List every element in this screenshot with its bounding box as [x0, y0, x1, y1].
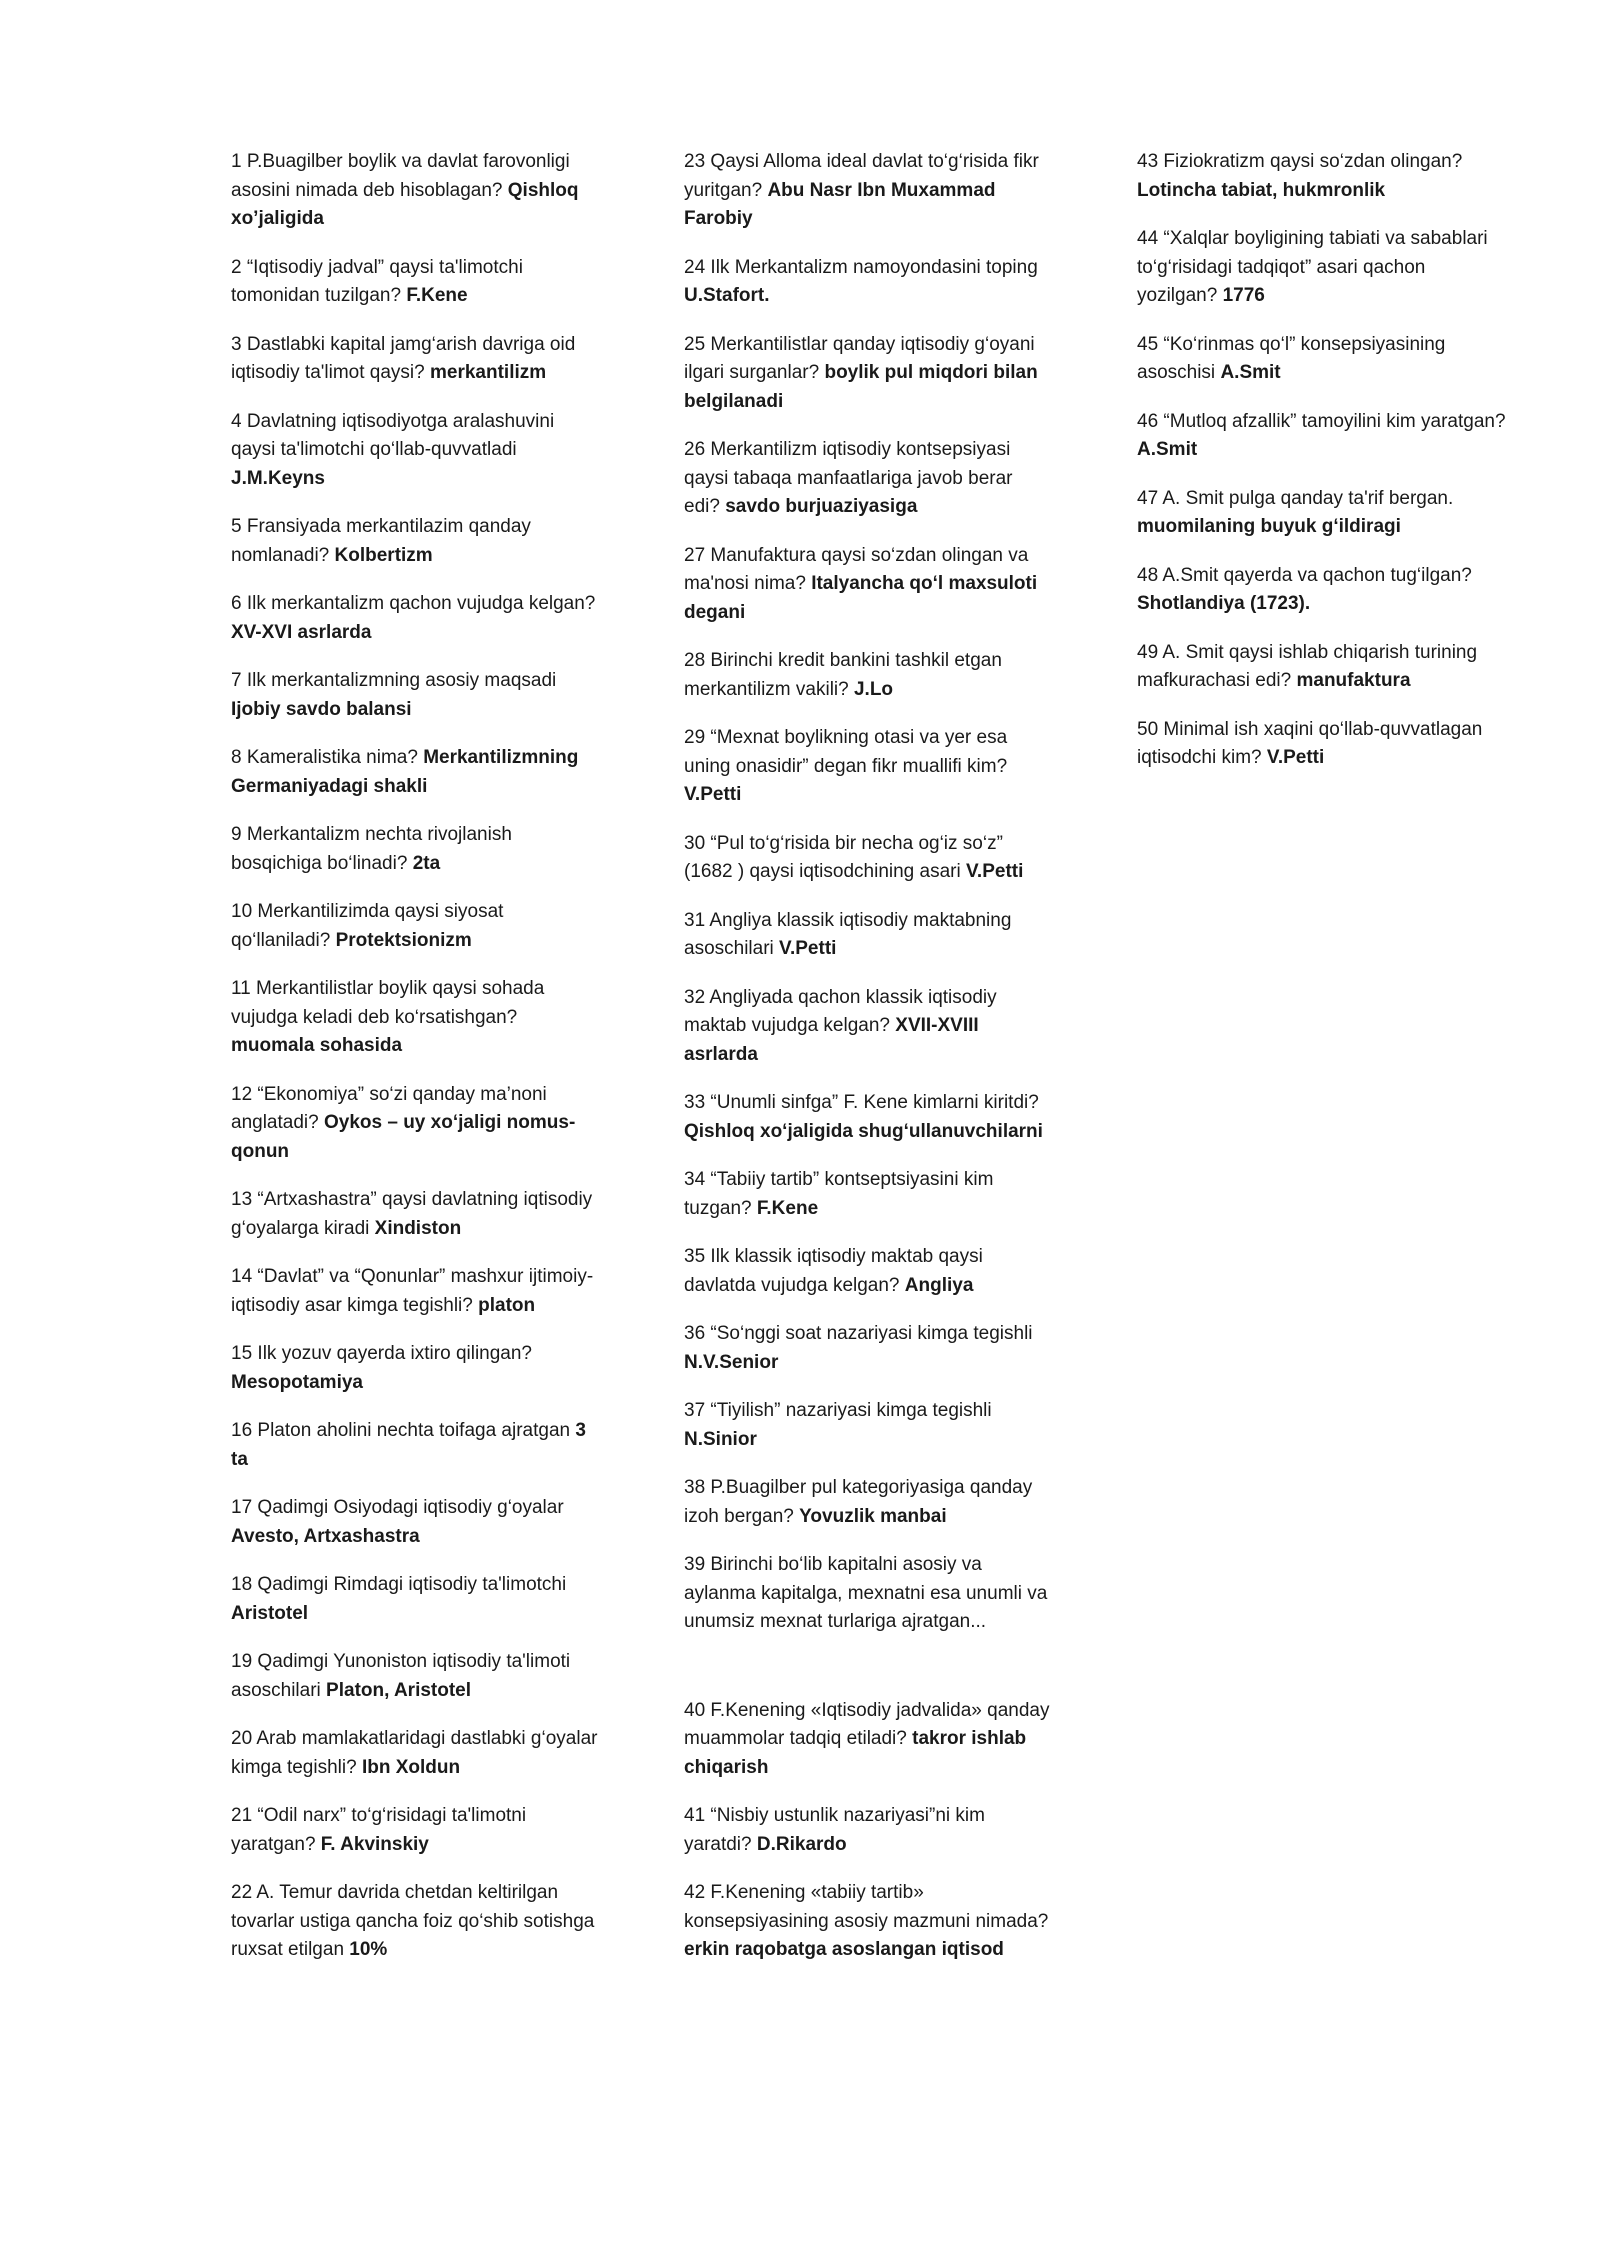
question-item — [684, 1320, 1052, 1377]
answer-text: J.M.Keyns — [231, 467, 325, 489]
question-text: 49 A. Smit qaysi ishlab chiqarish turining mafkurachasi edi? — [1137, 641, 1478, 691]
answer-text: F. Akvinskiy — [320, 1833, 429, 1855]
question-text: 7 Ilk merkantalizmning asosiy maqsadi — [231, 670, 557, 691]
question-item — [684, 1474, 1052, 1531]
answer-text: J.Lo — [853, 678, 894, 700]
question-item — [231, 1879, 599, 1965]
question-text: 41 “Nisbiy ustunlik nazariyasi”ni kim yaratdi? — [684, 1805, 985, 1855]
answer-text: merkantilizm — [430, 362, 547, 383]
answer-text: 1776 — [1222, 285, 1265, 306]
question-text: 5 Fransiyada merkantilazim qanday nomlanadi? — [231, 516, 531, 566]
answer-text: Platon, Aristotel — [326, 1679, 472, 1701]
question-item — [1137, 562, 1509, 619]
answer-text: Shotlandiya (1723). — [1137, 593, 1311, 614]
answer-text: V.Petti — [966, 861, 1024, 882]
question-text: 45 “Ko‘rinmas qo‘l” konsepsiyasining asoschisi — [1137, 333, 1446, 383]
question-item — [684, 984, 1052, 1070]
question-item — [684, 1166, 1052, 1223]
question-item — [684, 542, 1052, 628]
answer-text: N.V.Senior — [684, 1351, 779, 1373]
question-text: 13 “Artxashastra” qaysi davlatning iqtisodiy g‘oyalarga kiradi — [231, 1189, 593, 1239]
question-item — [684, 148, 1052, 234]
question-text: 47 A. Smit pulga qanday ta'rif bergan. — [1137, 487, 1454, 509]
answer-text: Abu Nasr Ibn Muxammad Farobiy — [684, 179, 996, 229]
question-text: 48 A.Smit qayerda va qachon tug‘ilgan? — [1137, 564, 1472, 586]
question-item — [231, 408, 599, 494]
question-text: 24 Ilk Merkantalizm namoyondasini toping — [684, 256, 1038, 278]
answer-text: U.Stafort. — [684, 285, 770, 306]
question-text: 15 Ilk yozuv qayerda ixtiro qilingan? — [231, 1343, 533, 1364]
answer-text: 10% — [349, 1939, 388, 1960]
question-item — [684, 1551, 1052, 1637]
question-text: 1 P.Buagilber boylik va davlat farovonligi asosini nimada deb hisoblagan? — [231, 151, 570, 201]
question-text: 43 Fiziokratizm qaysi so‘zdan olingan? — [1137, 151, 1463, 172]
question-text: 14 “Davlat” va “Qonunlar” mashxur ijtimoiy-iqtisodiy asar kimga tegishli? — [231, 1266, 594, 1316]
question-text: 3 Dastlabki kapital jamg‘arish davriga oid iqtisodiy ta'limot qaysi? — [231, 333, 576, 383]
answer-text: N.Sinior — [684, 1428, 757, 1450]
question-text: 35 Ilk klassik iqtisodiy maktab qaysi davlatda vujudga kelgan? — [684, 1246, 983, 1296]
answer-text: Oykos – uy xo‘jaligi nomus-qonun — [231, 1112, 576, 1162]
question-text: 40 F.Kenening «Iqtisodiy jadvalida» qanday muammolar tadqiq etiladi? — [684, 1699, 1050, 1749]
question-item — [231, 590, 599, 647]
column-3 — [1137, 148, 1509, 793]
question-item — [684, 907, 1052, 964]
answer-text: Ibn Xoldun — [361, 1756, 461, 1778]
question-text: 20 Arab mamlakatlaridagi dastlabki g‘oyalar kimga tegishli? — [231, 1728, 598, 1778]
question-item — [684, 254, 1052, 311]
question-text: 8 Kameralistika nima? — [231, 747, 418, 768]
question-text: 9 Merkantalizm nechta rivojlanish bosqichiga bo‘linadi? — [231, 824, 512, 874]
question-item — [231, 1186, 599, 1243]
question-text: 16 Platon aholini nechta toifaga ajratgan — [231, 1420, 571, 1441]
question-text: 21 “Odil narx” to‘g‘risidagi ta'limotni yaratgan? — [231, 1805, 527, 1855]
question-text: 19 Qadimgi Yunoniston iqtisodiy ta'limoti asoschilari — [231, 1651, 571, 1701]
question-item — [684, 436, 1052, 522]
answer-text: Ijobiy savdo balansi — [231, 698, 412, 720]
answer-text: muomala sohasida — [231, 1035, 403, 1056]
question-text: 39 Birinchi bo‘lib kapitalni asosiy va aylanma kapitalga, mexnatni esa unumli va unumsiz mexnat turlariga ajratgan... — [684, 1554, 1048, 1632]
answer-text: Avesto, Artxashastra — [231, 1525, 420, 1547]
column-1 — [231, 148, 599, 1985]
question-item — [231, 821, 599, 878]
question-item — [684, 1802, 1052, 1859]
question-text: 44 “Xalqlar boyligining tabiati va sabablari to‘g‘risidagi tadqiqot” asari qachon yozilgan? — [1137, 228, 1488, 306]
question-text: 12 “Ekonomiya” so‘zi qanday ma’noni anglatadi? — [231, 1083, 547, 1133]
answer-text: Protektsionizm — [335, 929, 472, 951]
question-text: 30 “Pul to‘g‘risida bir necha og‘iz so‘z” (1682 ) qaysi iqtisodchining asari — [684, 832, 1003, 882]
question-text: 33 “Unumli sinfga” F. Kene kimlarni kiritdi? — [684, 1092, 1039, 1113]
question-item — [231, 975, 599, 1061]
answer-text: F.Kene — [406, 285, 468, 306]
question-item — [231, 513, 599, 570]
question-text: 27 Manufaktura qaysi so‘zdan olingan va ma'nosi nima? — [684, 544, 1029, 594]
question-text: 37 “Tiyilish” nazariyasi kimga tegishli — [684, 1400, 992, 1421]
question-text: 22 A. Temur davrida chetdan keltirilgan tovarlar ustiga qancha foiz qo‘shib sotishga ruxsat etilgan — [231, 1882, 595, 1960]
question-item — [684, 1697, 1052, 1783]
question-item — [1137, 639, 1509, 696]
question-text: 18 Qadimgi Rimdagi iqtisodiy ta'limotchi — [231, 1574, 567, 1595]
question-item — [1137, 716, 1509, 773]
answer-text: A.Smit — [1137, 439, 1198, 460]
question-text: 10 Merkantilizimda qaysi siyosat qo‘llaniladi? — [231, 901, 504, 951]
question-item — [231, 1263, 599, 1320]
question-item — [684, 1397, 1052, 1454]
question-item — [231, 1571, 599, 1628]
answer-text: Merkantilizmning Germaniyadagi shakli — [231, 747, 579, 797]
question-item — [684, 1243, 1052, 1300]
answer-text: Qishloq xo’jaligida — [231, 179, 579, 229]
answer-text: V.Petti — [779, 938, 837, 959]
answer-text: boylik pul miqdori bilan belgilanadi — [684, 362, 1038, 412]
question-item — [231, 1340, 599, 1397]
question-item — [1137, 485, 1509, 542]
question-item — [231, 1802, 599, 1859]
question-text: 34 “Tabiiy tartib” kontseptsiyasini kim tuzgan? — [684, 1169, 994, 1219]
question-item — [684, 724, 1052, 810]
answer-text: platon — [478, 1294, 536, 1316]
question-item — [231, 1417, 599, 1474]
answer-text: V.Petti — [684, 784, 742, 805]
question-text: 50 Minimal ish xaqini qo‘llab-quvvatlagan iqtisodchi kim? — [1137, 718, 1483, 768]
question-text: 42 F.Kenening «tabiiy tartib» konsepsiyasining asosiy mazmuni nimada? — [684, 1882, 1049, 1932]
answer-text: F.Kene — [756, 1197, 819, 1219]
question-text: 17 Qadimgi Osiyodagi iqtisodiy g‘oyalar — [231, 1497, 564, 1518]
question-item — [1137, 408, 1509, 465]
answer-text: Mesopotamiya — [231, 1371, 363, 1393]
question-item — [231, 331, 599, 388]
question-item — [231, 898, 599, 955]
answer-text: Xindiston — [374, 1217, 462, 1239]
answer-text: takror ishlab chiqarish — [684, 1728, 1027, 1778]
question-text: 32 Angliyada qachon klassik iqtisodiy maktab vujudga kelgan? — [684, 986, 997, 1036]
question-item — [1137, 148, 1509, 205]
answer-text: Aristotel — [231, 1602, 309, 1624]
answer-text: D.Rikardo — [756, 1833, 847, 1855]
answer-text: Qishloq xo‘jaligida shug‘ullanuvchilarni — [684, 1120, 1043, 1142]
answer-text: Kolbertizm — [334, 544, 433, 566]
question-item — [231, 254, 599, 311]
question-text: 4 Davlatning iqtisodiyotga aralashuvini qaysi ta'limotchi qo‘llab-quvvatladi — [231, 410, 555, 460]
question-text: 29 “Mexnat boylikning otasi va yer esa uning onasidir” degan fikr muallifi kim? — [684, 727, 1008, 777]
question-item — [231, 148, 599, 234]
question-item — [231, 1494, 599, 1551]
answer-text: Italyancha qo‘l maxsuloti degani — [684, 573, 1038, 623]
question-item — [1137, 331, 1509, 388]
question-item — [684, 1089, 1052, 1146]
answer-text: erkin raqobatga asoslangan iqtisod — [684, 1939, 1004, 1960]
answer-text: Lotincha tabiat, hukmronlik — [1137, 179, 1386, 201]
answer-text: 2ta — [412, 852, 441, 874]
answer-text: A.Smit — [1220, 362, 1281, 383]
question-text: 36 “So‘nggi soat nazariyasi kimga tegishli — [684, 1323, 1033, 1344]
question-item — [231, 667, 599, 724]
question-text: 46 “Mutloq afzallik” tamoyilini kim yaratgan? — [1137, 410, 1506, 432]
answer-text: manufaktura — [1296, 670, 1411, 691]
question-text: 23 Qaysi Alloma ideal davlat to‘g‘risida fikr yuritgan? — [684, 151, 1039, 201]
column-2 — [684, 148, 1052, 1985]
answer-text: XV-XVI asrlarda — [231, 621, 372, 643]
question-text: 31 Angliya klassik iqtisodiy maktabning asoschilari — [684, 909, 1012, 959]
question-text: 2 “Iqtisodiy jadval” qaysi ta'limotchi tomonidan tuzilgan? — [231, 256, 523, 306]
question-text: 38 P.Buagilber pul kategoriyasiga qanday izoh bergan? — [684, 1477, 1033, 1527]
question-text: 6 Ilk merkantalizm qachon vujudga kelgan? — [231, 593, 596, 614]
question-item — [231, 744, 599, 801]
question-item — [684, 1879, 1052, 1965]
question-item — [684, 830, 1052, 887]
answer-text: Angliya — [904, 1274, 974, 1296]
question-text: 25 Merkantilistlar qanday iqtisodiy g‘oyani ilgari surganlar? — [684, 333, 1035, 383]
answer-text: muomilaning buyuk g‘ildiragi — [1137, 516, 1401, 537]
question-item — [684, 647, 1052, 704]
answer-text: V.Petti — [1266, 747, 1325, 768]
question-item — [231, 1725, 599, 1782]
question-item — [231, 1648, 599, 1705]
question-item — [684, 331, 1052, 417]
answer-text: Yovuzlik manbai — [799, 1505, 947, 1527]
answer-text: XVII-XVIII asrlarda — [684, 1015, 979, 1065]
question-text: 11 Merkantilistlar boylik qaysi sohada vujudga keladi deb ko‘rsatishgan? — [231, 978, 545, 1028]
question-item — [231, 1081, 599, 1167]
answer-text: 3 ta — [231, 1420, 586, 1470]
question-item — [1137, 225, 1509, 311]
question-text: 26 Merkantilizm iqtisodiy kontsepsiyasi qaysi tabaqa manfaatlariga javob berar edi? — [684, 439, 1013, 517]
question-text: 28 Birinchi kredit bankini tashkil etgan merkantilizm vakili? — [684, 650, 1002, 700]
answer-text: savdo burjuaziyasiga — [725, 496, 918, 517]
